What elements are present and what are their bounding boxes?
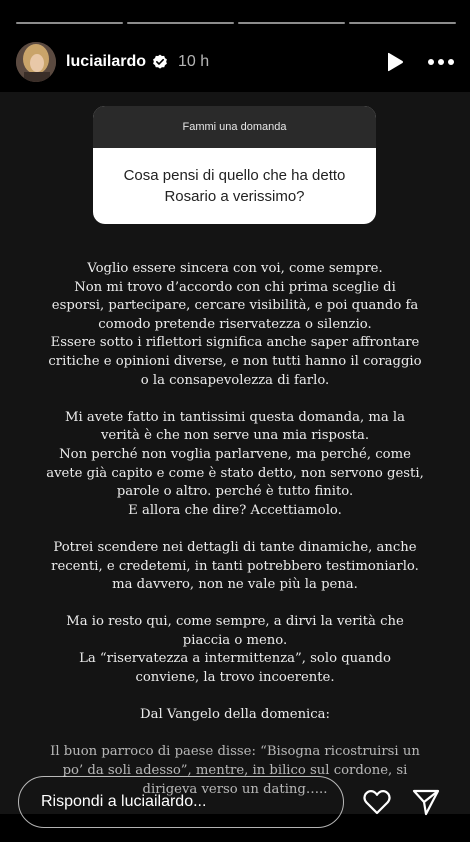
story-header: [16, 42, 454, 82]
story-progress-bar: [16, 22, 456, 24]
progress-segment: [238, 22, 345, 24]
paragraph: Potrei scendere nei dettagli di tante dinamiche, anche recenti, e credetemi, in tanti potrebbero testimoniarlo. ma davvero, non ne vale più la pena.: [51, 539, 419, 593]
story-text: [0, 260, 470, 814]
heart-icon[interactable]: [362, 787, 392, 817]
progress-segment: [349, 22, 456, 24]
avatar[interactable]: [16, 42, 56, 82]
paragraph: Dal Vangelo della domenica:: [140, 707, 330, 723]
paragraph: Il buon parroco di paese disse: “Bisogna ricostruirsi un po’ da soli adesso”, mentre, in bilico sul cordone, si dirigeva verso un dating…..: [50, 744, 420, 797]
progress-segment: [16, 22, 123, 24]
username[interactable]: [66, 53, 168, 71]
paragraph: Mi avete fatto in tantissimi questa domanda, ma la verità è che non serve una mia risposta. Non perché non voglia parlarvene, ma perché, come avete già capito e come è stato detto, non servono gesti, parole o altro. perché è tutto finito. E allora che dire? Accettiamolo.: [46, 409, 424, 518]
more-icon[interactable]: [428, 59, 454, 65]
story-footer: [18, 774, 452, 830]
paragraph: Ma io resto qui, come sempre, a dirvi la verità che piaccia o meno. La “riservatezza a intermittenza”, solo quando conviene, la trovo incoerente.: [66, 614, 404, 686]
play-icon[interactable]: [386, 52, 404, 72]
paragraph: Voglio essere sincera con voi, come sempre. Non mi trovo d’accordo con chi prima sceglie di esporsi, partecipare, cercare visibilità, e poi quando fa comodo pretende riservatezza o silenzio. Essere sotto i riflettori significa anche saper affrontare critiche e opinioni diverse, e non tutti hanno il coraggio o la consapevolezza di farlo.: [48, 261, 422, 388]
reply-input[interactable]: [41, 793, 343, 811]
reply-field[interactable]: [18, 776, 344, 828]
send-icon[interactable]: [412, 788, 440, 816]
post-time: 10 h: [178, 53, 210, 70]
verified-badge-icon: [152, 54, 168, 70]
username-text[interactable]: luciailardo: [66, 53, 147, 70]
question-sticker: [93, 106, 376, 224]
story-content[interactable]: [0, 92, 470, 814]
question-sticker-title: Fammi una domanda: [93, 106, 376, 148]
question-sticker-text: Cosa pensi di quello che ha detto Rosario a verissimo?: [123, 167, 346, 205]
progress-segment: [127, 22, 234, 24]
